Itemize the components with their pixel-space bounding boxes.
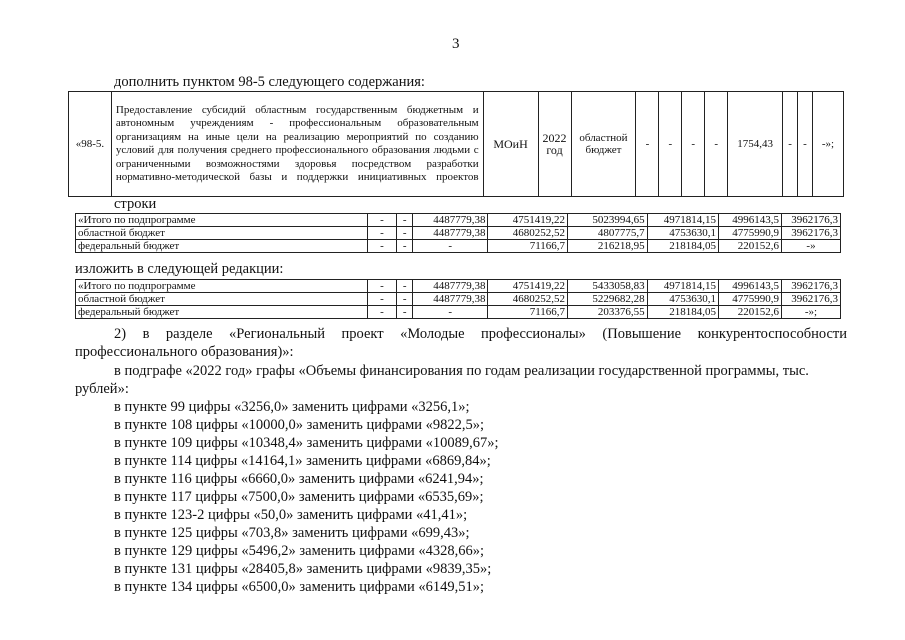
cell: 218184,05 <box>647 240 718 253</box>
item-dash-1: - <box>636 92 659 197</box>
cell: 4680252,52 <box>488 227 568 240</box>
row-label: «Итого по подпрограмме <box>76 280 368 293</box>
cell: - <box>397 306 413 319</box>
item-end: -»; <box>812 92 843 197</box>
cell: - <box>367 293 397 306</box>
cell: 220152,6 <box>718 240 781 253</box>
list-item: в пункте 99 цифры «3256,0» заменить цифрами «3256,1»; <box>114 399 470 415</box>
row-label: федеральный бюджет <box>76 306 368 319</box>
cell: 4487779,38 <box>412 227 487 240</box>
cell: 3962176,3 <box>782 227 841 240</box>
cell: -» <box>782 240 841 253</box>
cell: -»; <box>782 306 841 319</box>
table-row <box>76 227 841 240</box>
cell: - <box>367 280 397 293</box>
cell: - <box>367 227 397 240</box>
cell: 5229682,28 <box>568 293 648 306</box>
cell: 4680252,52 <box>488 293 568 306</box>
page-number: 3 <box>452 36 460 52</box>
cell: 4487779,38 <box>412 293 487 306</box>
list-item: в пункте 108 цифры «10000,0» заменить цифрами «9822,5»; <box>114 417 485 433</box>
list-item: в пункте 116 цифры «6660,0» заменить цифрами «6241,94»; <box>114 471 484 487</box>
item-year: 2022 год <box>538 92 571 197</box>
cell: 4753630,1 <box>647 227 718 240</box>
list-item: в пункте 125 цифры «703,8» заменить цифрами «699,43»; <box>114 525 470 541</box>
replace-label: изложить в следующей редакции: <box>75 261 284 277</box>
cell: - <box>367 214 397 227</box>
list-item: в пункте 114 цифры «14164,1» заменить цифрами «6869,84»; <box>114 453 491 469</box>
row-label: федеральный бюджет <box>76 240 368 253</box>
cell: 71166,7 <box>488 306 568 319</box>
cell: 3962176,3 <box>782 280 841 293</box>
cell: 3962176,3 <box>782 214 841 227</box>
cell: - <box>412 306 487 319</box>
cell: - <box>412 240 487 253</box>
lines-label: строки <box>114 196 157 212</box>
cell: 4487779,38 <box>412 214 487 227</box>
list-item: в пункте 134 цифры «6500,0» заменить цифрами «6149,51»; <box>114 579 485 595</box>
cell: 4775990,9 <box>718 227 781 240</box>
item-98-5-table <box>68 91 844 197</box>
cell: - <box>397 240 413 253</box>
list-item: в пункте 117 цифры «7500,0» заменить цифрами «6535,69»; <box>114 489 484 505</box>
list-item: в пункте 129 цифры «5496,2» заменить цифрами «4328,66»; <box>114 543 485 559</box>
item-executor: МОиН <box>483 92 538 197</box>
cell: 4751419,22 <box>488 280 568 293</box>
cell: 203376,55 <box>568 306 648 319</box>
cell: 5023994,65 <box>568 214 648 227</box>
cell: 5433058,83 <box>568 280 648 293</box>
item-source: областной бюджет <box>571 92 636 197</box>
table-row <box>76 306 841 319</box>
subgraph-line-1: в подграфе «2022 год» графы «Объемы финансирования по годам реализации государственной программы, тыс. <box>114 363 809 379</box>
section-2-line-1: 2) в разделе «Региональный проект «Молодые профессионалы» (Повышение конкурентоспособности <box>114 326 847 342</box>
table-row <box>76 240 841 253</box>
item-dash-2: - <box>659 92 682 197</box>
cell: - <box>397 214 413 227</box>
cell: - <box>397 227 413 240</box>
row-label: областной бюджет <box>76 293 368 306</box>
subgraph-line-2: рублей»: <box>75 381 129 397</box>
item-dash-5: - <box>783 92 798 197</box>
cell: 4971814,15 <box>647 214 718 227</box>
cell: 220152,6 <box>718 306 781 319</box>
cell: 4775990,9 <box>718 293 781 306</box>
section-2-line-2: профессионального образования)»: <box>75 344 294 360</box>
item-dash-4: - <box>705 92 728 197</box>
list-item: в пункте 123-2 цифры «50,0» заменить цифрами «41,41»; <box>114 507 468 523</box>
new-rows-table <box>75 279 841 319</box>
intro-line: дополнить пунктом 98-5 следующего содержания: <box>114 74 425 90</box>
list-item: в пункте 109 цифры «10348,4» заменить цифрами «10089,67»; <box>114 435 499 451</box>
cell: 4753630,1 <box>647 293 718 306</box>
table-row <box>76 293 841 306</box>
table-row <box>76 214 841 227</box>
item-dash-3: - <box>682 92 705 197</box>
cell: 4971814,15 <box>647 280 718 293</box>
table-row <box>76 280 841 293</box>
cell: - <box>397 280 413 293</box>
cell: 218184,05 <box>647 306 718 319</box>
cell: 71166,7 <box>488 240 568 253</box>
cell: - <box>367 306 397 319</box>
item-description: Предоставление субсидий областным государственным бюджетным и автономным учреждениям - профессиональным образовательным организациям на иные цели на реализацию мероприятий по созданию условий для получения среднего профессионального образования людьми с ограниченными возможностями здоровья посредством разработки нормативно-методической базы и поддержки инициативных проектов <box>111 92 483 197</box>
item-amount: 1754,43 <box>728 92 783 197</box>
cell: 3962176,3 <box>782 293 841 306</box>
cell: 4487779,38 <box>412 280 487 293</box>
item-number: «98-5. <box>69 92 112 197</box>
cell: 4996143,5 <box>718 214 781 227</box>
cell: 4751419,22 <box>488 214 568 227</box>
list-item: в пункте 131 цифры «28405,8» заменить цифрами «9839,35»; <box>114 561 492 577</box>
cell: - <box>397 293 413 306</box>
row-label: областной бюджет <box>76 227 368 240</box>
row-label: «Итого по подпрограмме <box>76 214 368 227</box>
cell: - <box>367 240 397 253</box>
item-dash-6: - <box>798 92 813 197</box>
old-rows-table <box>75 213 841 253</box>
cell: 216218,95 <box>568 240 648 253</box>
cell: 4807775,7 <box>568 227 648 240</box>
cell: 4996143,5 <box>718 280 781 293</box>
